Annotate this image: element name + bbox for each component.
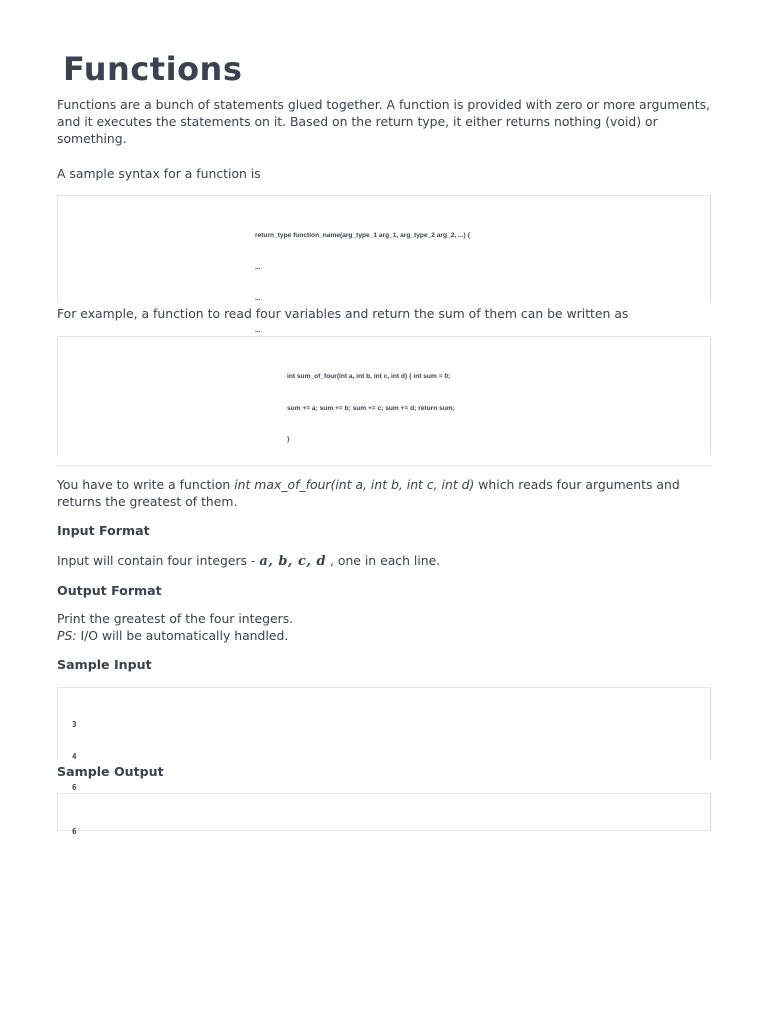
sample-output-lines: [72, 806, 99, 859]
ps-label: PS:: [57, 628, 77, 643]
example-code-lines: [287, 351, 455, 467]
code-line: int sum_of_four(int a, int b, int c, int d) { int sum = 0;: [287, 373, 451, 380]
input-line: 3: [72, 720, 77, 729]
page-title: Functions: [63, 50, 243, 88]
intro-paragraph: Functions are a bunch of statements glued together. A function is provided with zero or more arguments, and it executes the statements on it. Based on the return type, it either returns nothing (void) or something.: [57, 97, 710, 146]
input-line: 6: [72, 783, 77, 792]
function-signature: int max_of_four(int a, int b, int c, int d): [234, 477, 475, 492]
output-line: 6: [72, 827, 77, 836]
input-format-text: Input will contain four integers - a, b, c, d , one in each line.: [57, 553, 441, 569]
input-format-heading: Input Format: [57, 523, 150, 538]
output-format-text: Print the greatest of the four integers. PS: I/O will be automatically handled.: [57, 611, 294, 643]
sample-output-heading: Sample Output: [57, 764, 164, 779]
math-variables: a, b, c, d: [259, 554, 327, 569]
code-line: sum += a; sum += b; sum += c; sum += d; return sum;: [287, 404, 455, 412]
example-intro: For example, a function to read four variables and return the sum of them can be written as: [57, 306, 629, 321]
example-code-block: [57, 336, 711, 455]
sample-output-block: [57, 793, 711, 836]
code-line: ...: [255, 295, 261, 302]
section-divider: [57, 465, 711, 467]
code-line: ...: [255, 326, 261, 334]
sample-input-heading: Sample Input: [57, 657, 152, 672]
code-line: ...: [255, 263, 261, 271]
syntax-intro: A sample syntax for a function is: [57, 166, 261, 181]
output-format-heading: Output Format: [57, 583, 162, 598]
code-line: return_type function_name(arg_type_1 arg_1, arg_type_2 arg_2, ...) {: [255, 232, 471, 239]
task-paragraph: You have to write a function int max_of_four(int a, int b, int c, int d) which reads four arguments and returns the greatest of them.: [57, 477, 680, 509]
input-line: 4: [72, 751, 77, 761]
code-line: }: [287, 436, 290, 443]
